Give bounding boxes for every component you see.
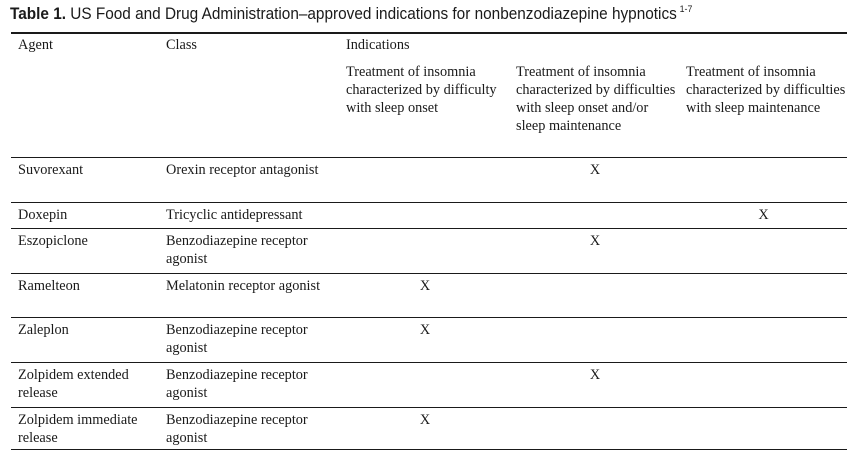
class-cell: Benzodiazepine receptor agonist bbox=[160, 318, 340, 363]
class-cell: Tricyclic antidepressant bbox=[160, 203, 340, 229]
mark-cell: X bbox=[510, 158, 680, 203]
agent-cell: Ramelteon bbox=[11, 274, 160, 318]
mark-cell bbox=[340, 363, 510, 408]
subheader-onset-or-maintenance: Treatment of insomnia characterized by difficulties with sleep onset and/or sleep maintenance bbox=[510, 58, 680, 158]
agent-cell: Suvorexant bbox=[11, 158, 160, 203]
mark-cell bbox=[680, 274, 847, 318]
class-cell: Benzodiazepine receptor agonist bbox=[160, 363, 340, 408]
class-cell: Melatonin receptor agonist bbox=[160, 274, 340, 318]
table-row bbox=[11, 363, 847, 408]
indications-table bbox=[11, 32, 847, 450]
mark-cell bbox=[680, 408, 847, 450]
mark-cell bbox=[340, 158, 510, 203]
mark-cell: X bbox=[340, 318, 510, 363]
mark-cell bbox=[510, 274, 680, 318]
table-row bbox=[11, 408, 847, 450]
mark-cell bbox=[680, 229, 847, 274]
table-row bbox=[11, 229, 847, 274]
mark-cell: X bbox=[510, 229, 680, 274]
mark-cell: X bbox=[680, 203, 847, 229]
table-row bbox=[11, 274, 847, 318]
mark-cell bbox=[340, 229, 510, 274]
header-row bbox=[11, 33, 847, 58]
table-number: Table 1. bbox=[10, 5, 67, 23]
class-cell: Orexin receptor antagonist bbox=[160, 158, 340, 203]
mark-cell: X bbox=[340, 408, 510, 450]
reference-superscript: 1-7 bbox=[679, 4, 693, 15]
table-caption: US Food and Drug Administration–approved indications for nonbenzodiazepine hypnotics bbox=[70, 5, 677, 23]
mark-cell bbox=[680, 363, 847, 408]
header-indications: Indications bbox=[340, 33, 847, 58]
agent-cell: Doxepin bbox=[11, 203, 160, 229]
header-class: Class bbox=[160, 33, 340, 58]
table-row bbox=[11, 318, 847, 363]
agent-cell: Eszopiclone bbox=[11, 229, 160, 274]
mark-cell bbox=[340, 203, 510, 229]
subheader-row bbox=[11, 58, 847, 158]
class-cell: Benzodiazepine receptor agonist bbox=[160, 229, 340, 274]
agent-cell: Zolpidem immediate release bbox=[11, 408, 160, 450]
subheader-sleep-onset: Treatment of insomnia characterized by difficulty with sleep onset bbox=[340, 58, 510, 158]
mark-cell bbox=[680, 158, 847, 203]
mark-cell bbox=[510, 318, 680, 363]
header-agent: Agent bbox=[11, 33, 160, 58]
mark-cell: X bbox=[340, 274, 510, 318]
table-title bbox=[10, 4, 692, 24]
mark-cell bbox=[510, 408, 680, 450]
class-cell: Benzodiazepine receptor agonist bbox=[160, 408, 340, 450]
mark-cell bbox=[510, 203, 680, 229]
table-row bbox=[11, 203, 847, 229]
subheader-sleep-maintenance: Treatment of insomnia characterized by difficulties with sleep maintenance bbox=[680, 58, 847, 158]
mark-cell bbox=[680, 318, 847, 363]
agent-cell: Zolpidem extended release bbox=[11, 363, 160, 408]
agent-cell: Zaleplon bbox=[11, 318, 160, 363]
table-row bbox=[11, 158, 847, 203]
mark-cell: X bbox=[510, 363, 680, 408]
